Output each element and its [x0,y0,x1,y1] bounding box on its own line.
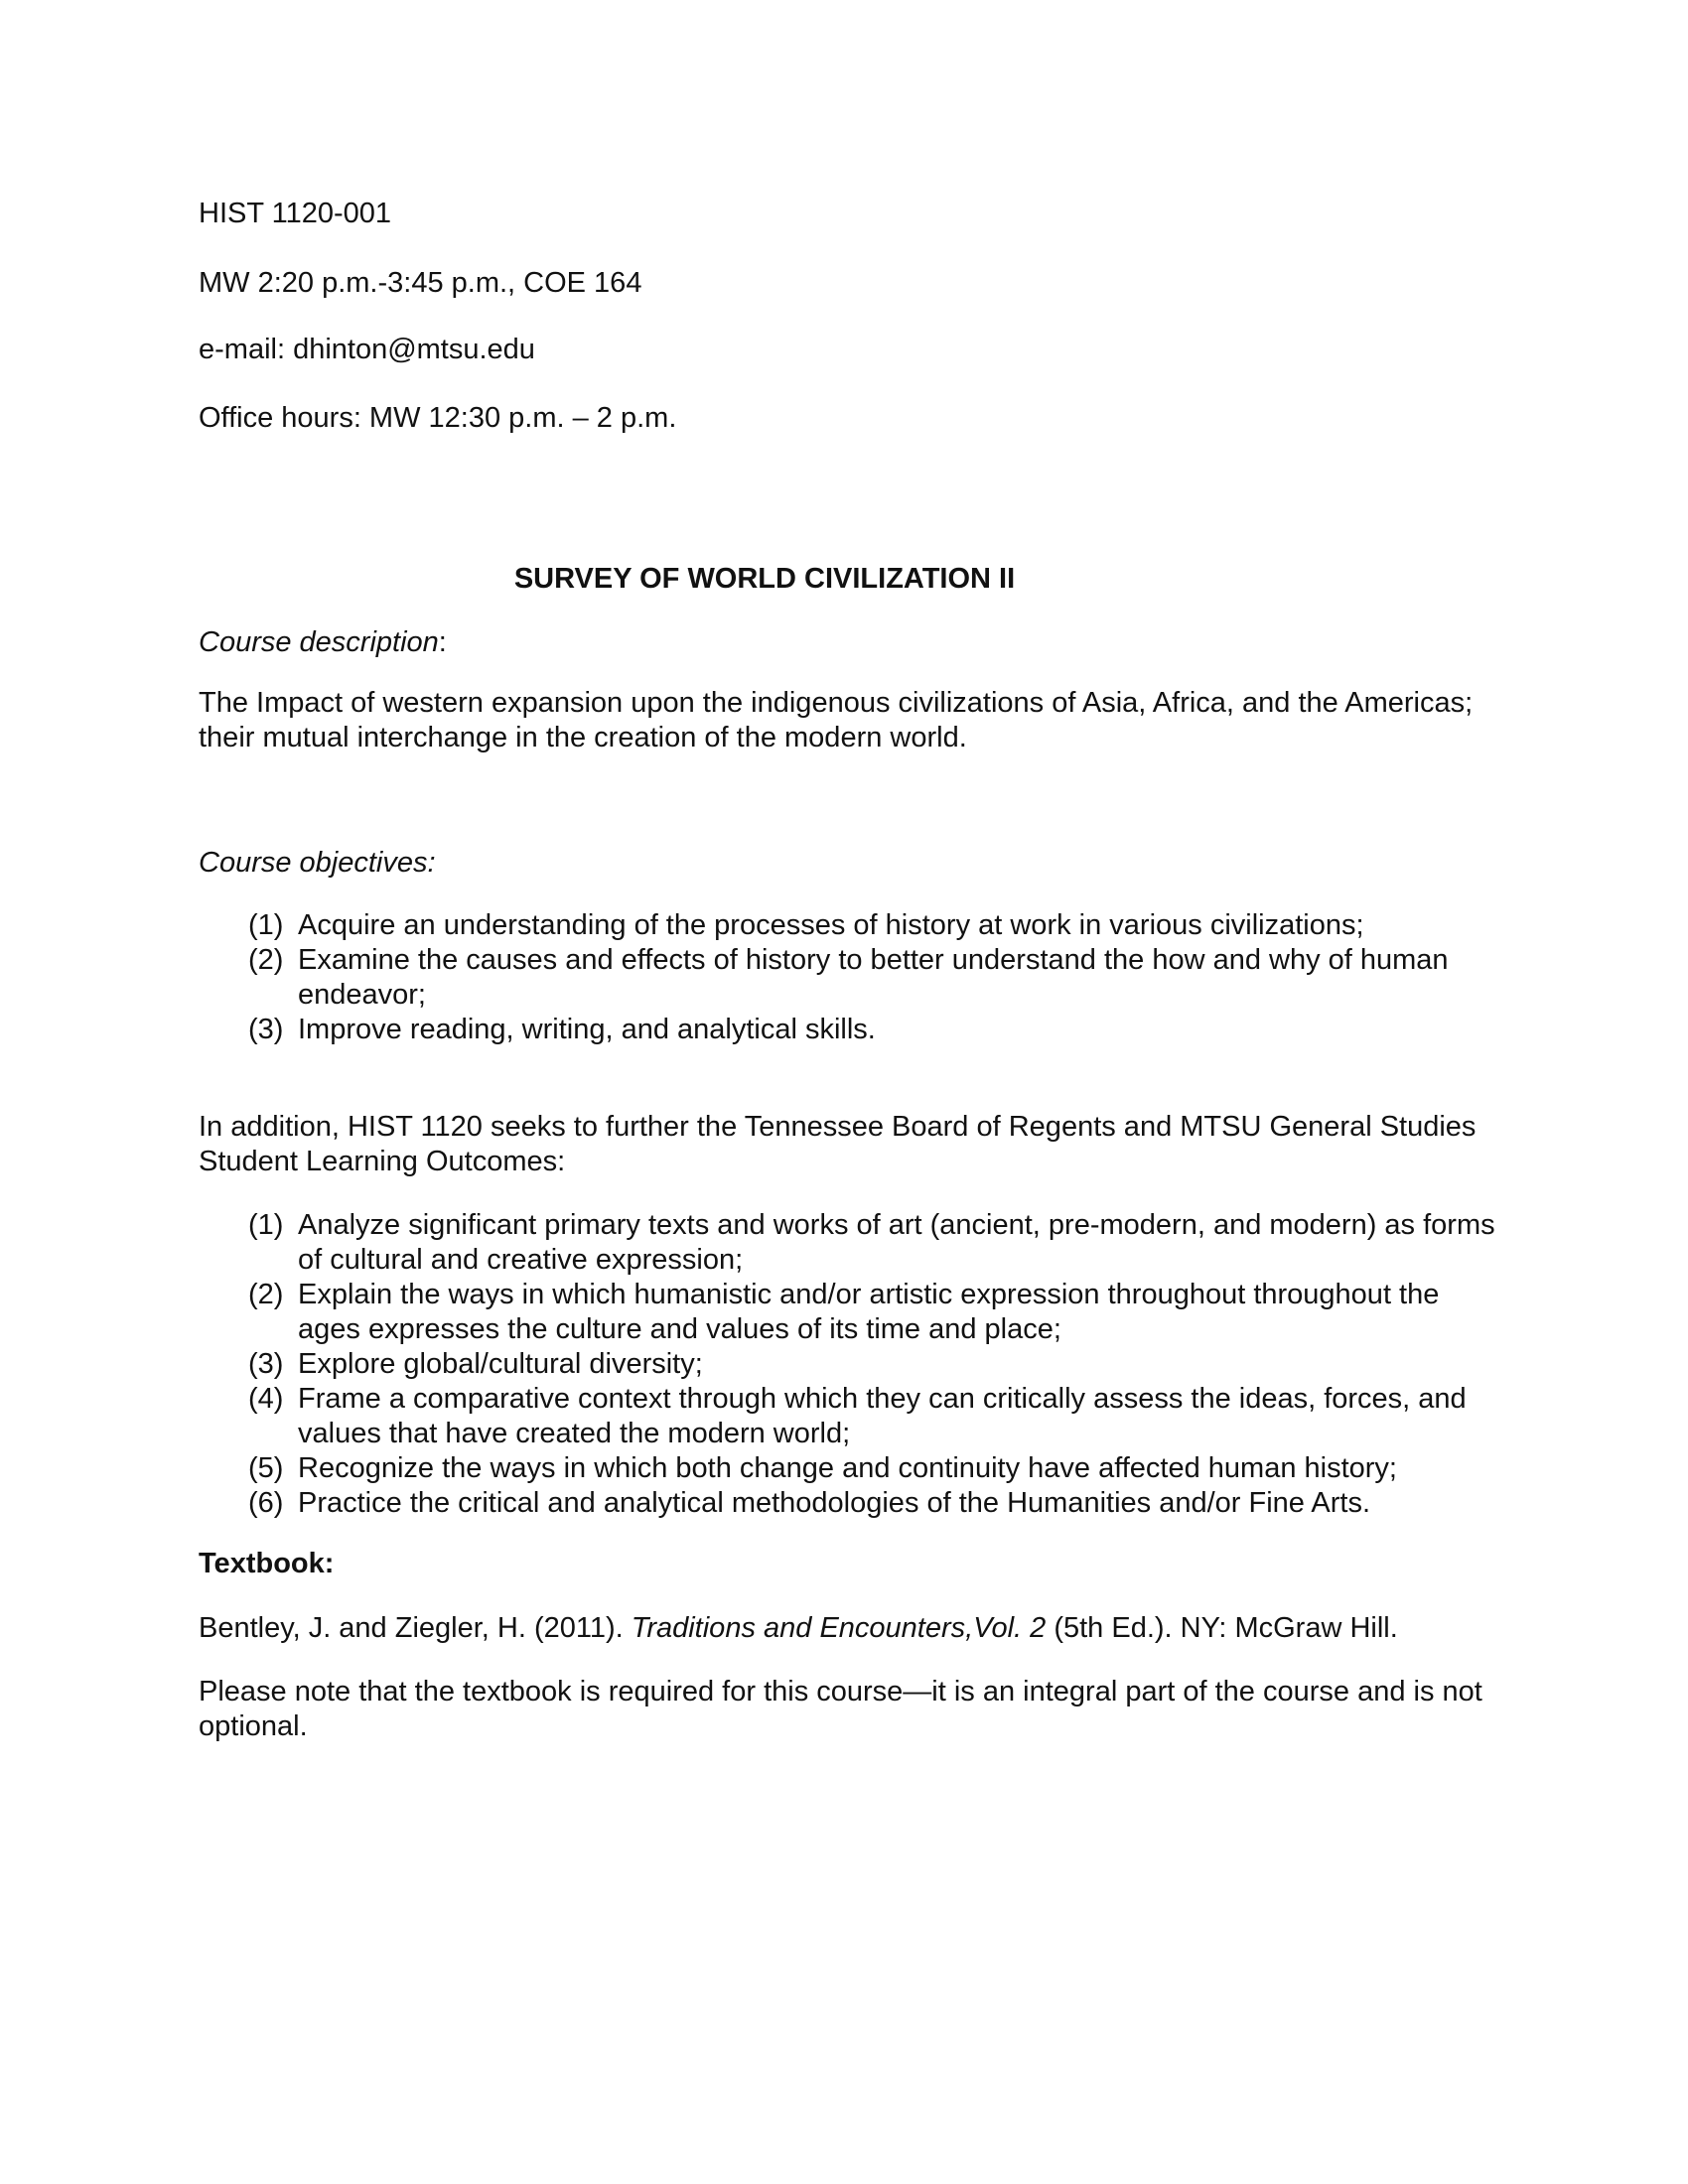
textbook-citation [199,1611,1398,1646]
item-number: (1) [248,909,284,941]
item-text: Practice the critical and analytical methodologies of the Humanities and/or Fine Arts. [298,1487,1370,1519]
objectives-list [248,908,1499,1047]
item-text: Frame a comparative context through which they can critically assess the ideas, forces, and values that have created the modern world; [298,1383,1467,1449]
textbook-note-paragraph: Please note that the textbook is required for this course—it is an integral part of the course and is not optional. [199,1676,1482,1742]
item-number: (2) [248,944,284,976]
item-text: Improve reading, writing, and analytical skills. [298,1014,876,1045]
course-title: SURVEY OF WORLD CIVILIZATION II [513,563,1016,595]
item-text: Analyze significant primary texts and works of art (ancient, pre-modern, and modern) as forms of cultural and creative expression; [298,1209,1495,1276]
citation-rest: (5th Ed.). NY: McGraw Hill. [1046,1612,1398,1644]
item-number: (3) [248,1014,284,1045]
item-number: (5) [248,1452,284,1484]
textbook-note [199,1675,1509,1744]
description-heading-colon: : [438,626,447,658]
description-paragraph: The Impact of western expansion upon the indigenous civilizations of Asia, Africa, and the Americas; their mutual interchange in the creation of the modern world. [199,687,1474,753]
list-item [248,1013,1499,1047]
item-text: Recognize the ways in which both change and continuity have affected human history; [298,1452,1397,1484]
list-item [248,1486,1499,1521]
description-heading-label: Course description [199,626,439,658]
item-number: (6) [248,1487,284,1519]
outcomes-intro [199,1110,1509,1179]
list-item [248,1382,1499,1451]
item-number: (1) [248,1209,284,1241]
item-number: (2) [248,1279,284,1310]
item-text: Acquire an understanding of the processes of history at work in various civilizations; [298,909,1364,941]
citation-authors: Bentley, J. and Ziegler, H. (2011). [199,1612,632,1644]
class-schedule: MW 2:20 p.m.-3:45 p.m., COE 164 [199,267,642,299]
item-text: Explain the ways in which humanistic and/or artistic expression throughout throughout the ages expresses the culture and values of its time and place; [298,1279,1440,1345]
outcomes-list [248,1208,1499,1521]
list-item [248,1451,1499,1486]
list-item [248,908,1499,943]
email-line: e-mail: dhinton@mtsu.edu [199,334,535,365]
description-text [199,686,1509,755]
outcomes-intro-paragraph: In addition, HIST 1120 seeks to further the Tennessee Board of Regents and MTSU General Studies Student Learning Outcomes: [199,1111,1477,1177]
objectives-heading: Course objectives: [199,847,436,879]
item-number: (3) [248,1348,284,1380]
office-hours: Office hours: MW 12:30 p.m. – 2 p.m. [199,402,677,434]
textbook-heading: Textbook: [199,1548,335,1579]
course-code: HIST 1120-001 [199,198,391,229]
list-item [248,1278,1499,1347]
item-text: Examine the causes and effects of history to better understand the how and why of human endeavor; [298,944,1449,1011]
list-item [248,943,1499,1013]
description-heading [199,625,447,660]
list-item [248,1208,1499,1278]
item-number: (4) [248,1383,284,1415]
list-item [248,1347,1499,1382]
item-text: Explore global/cultural diversity; [298,1348,703,1380]
citation-title: Traditions and Encounters,Vol. 2 [631,1612,1047,1644]
